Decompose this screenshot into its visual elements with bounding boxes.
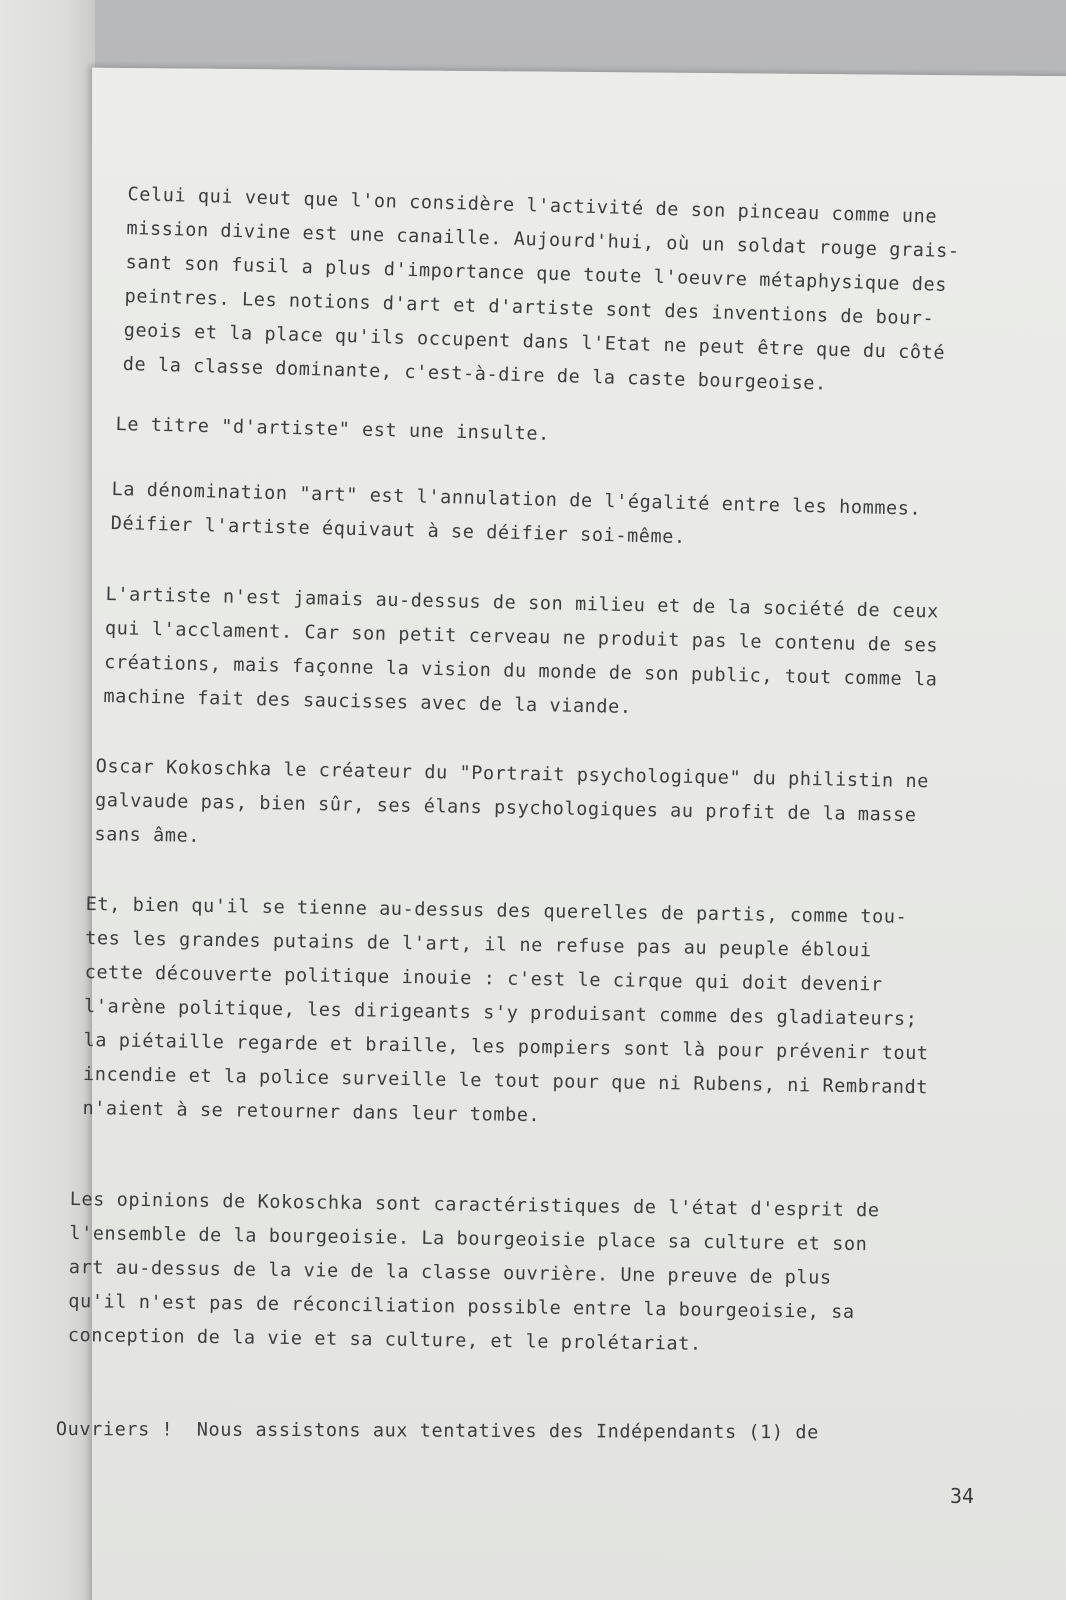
page-number: 34 <box>950 1484 975 1508</box>
paragraph-7: Les opinions de Kokoschka sont caractéristiques de l'état d'esprit de l'ensemble de la bourgeoisie. La bourgeoisie place sa culture et son art au-dessus de la vie de la classe ouvrière. Une preuve de plus qu'il n'est pas de réconciliation possible entre la bourgeoisie, sa conception de la vie et sa culture, et le prolétariat. <box>67 1188 880 1355</box>
paragraph-1: Celui qui veut que l'on considère l'activité de son pinceau comme une mission divine est une canaille. Aujourd'hui, où un soldat rouge grais- sant son fusil a plus d'importance que toute l'oeuvre métaphysique des peintres. Les notions d'art et d'artiste sont des inventions de bour- geois et la place qu'ils occupent dans l'Etat ne peut être que du côté de la classe dominante, c'est-à-dire de la caste bourgeoise. <box>122 183 960 395</box>
paragraph-5: Oscar Kokoschka le créateur du "Portrait psychologique" du philistin ne galvaude pas, bien sûr, ses élans psychologiques au profit de la masse sans âme. <box>94 755 930 847</box>
paragraph-8: Ouvriers ! Nous assistons aux tentatives des Indépendants (1) de <box>55 1419 819 1444</box>
paragraph-6: Et, bien qu'il se tienne au-dessus des querelles de partis, comme tou- tes les grandes putains de l'art, il ne refuse pas au peuple ébloui cette découverte politique inouie : c'est le cirque qui doit devenir l'arène politique, les dirigeants s'y produisant comme des gladiateurs; la piétaille regarde et braille, les pompiers sont là pour prévenir tout incendie et la police surveille le tout pour que ni Rubens, ni Rembrandt n'aient à se retourner dans leur tombe. <box>82 893 929 1127</box>
paragraph-4: L'artiste n'est jamais au-dessus de son milieu et de la société de ceux qui l'acclament. Car son petit cerveau ne produit pas le contenu de ses créations, mais façonne la vision du monde de son public, tout comme la machine fait des saucisses avec de la viande. <box>103 583 940 719</box>
paragraph-2: Le titre "d'artiste" est une insulte. <box>115 413 551 445</box>
paragraph-3: La dénomination "art" est l'annulation de l'égalité entre les hommes. Déifier l'artiste équivaut à se déifier soi-même. <box>110 478 922 549</box>
